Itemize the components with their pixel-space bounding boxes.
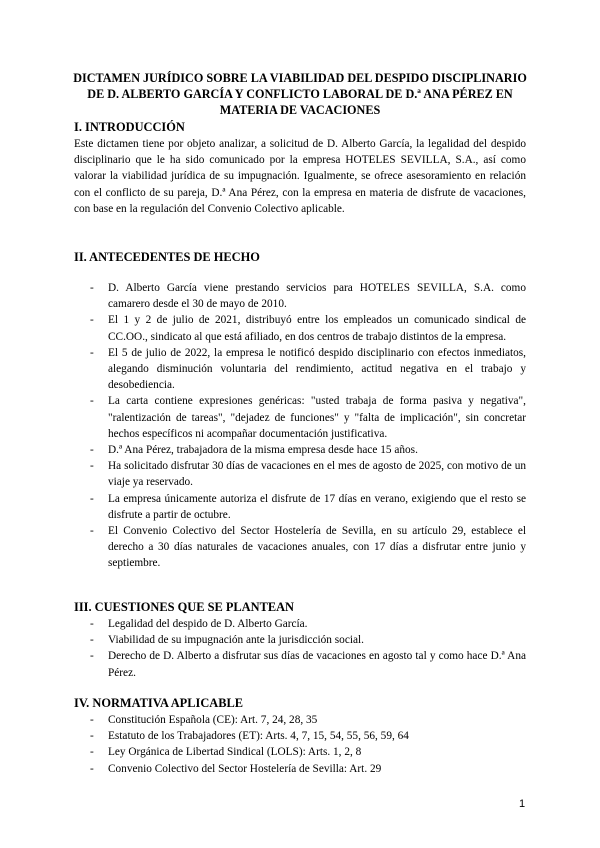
list-item: - El Convenio Colectivo del Sector Hostelería de Sevilla, en su artículo 29, establece el derecho a 30 días naturales de vacaciones anuales, con 17 días a disfrutar entre junio y septiembre. (90, 525, 526, 570)
list-item: - D.ª Ana Pérez, trabajadora de la misma empresa desde hace 15 años. (90, 444, 418, 457)
list-item: - Legalidad del despido de D. Alberto García. (90, 618, 308, 630)
page-number: 1 (519, 798, 526, 810)
antecedentes-list (74, 280, 526, 572)
list-item: - Ha solicitado disfrutar 30 días de vacaciones en el mes de agosto de 2025, con motivo de un viaje ya reservado. (90, 460, 526, 489)
list-item: - D. Alberto García viene prestando servicios para HOTELES SEVILLA, S.A. como camarero desde el 30 de mayo de 2010. (90, 282, 526, 311)
section-heading-antecedentes: II. ANTECEDENTES DE HECHO (74, 250, 260, 264)
title-line-2: DE D. ALBERTO GARCÍA Y CONFLICTO LABORAL DE D.ª ANA PÉREZ EN (87, 87, 513, 101)
list-item: - Constitución Española (CE): Art. 7, 24, 28, 35 (90, 714, 318, 726)
cuestiones-list (74, 616, 526, 681)
list-item: - El 1 y 2 de julio de 2021, distribuyó entre los empleados un comunicado sindical de CC.OO., sindicato al que está afiliado, en dos centros de trabajo distintos de la empresa. (90, 314, 526, 343)
section-heading-normativa: IV. NORMATIVA APLICABLE (74, 696, 244, 710)
title-line-3: MATERIA DE VACACIONES (219, 103, 381, 117)
list-item: - Derecho de D. Alberto a disfrutar sus días de vacaciones en agosto tal y como hace D.ª Ana Pérez. (90, 650, 526, 679)
list-item: - La empresa únicamente autoriza el disfrute de 17 días en verano, exigiendo que el resto se disfrute a partir de octubre. (90, 492, 526, 521)
list-item: - Convenio Colectivo del Sector Hostelería de Sevilla: Art. 29 (90, 762, 382, 775)
section-heading-cuestiones: III. CUESTIONES QUE SE PLANTEAN (74, 600, 294, 614)
list-item: - El 5 de julio de 2022, la empresa le notificó despido disciplinario con efectos inmediatos, alegando disminución voluntaria del rendimiento, actitud negativa en el trabajo y desobediencia. (90, 346, 526, 392)
section-heading-intro: I. INTRODUCCIÓN (74, 120, 185, 134)
title-line-1: DICTAMEN JURÍDICO SOBRE LA VIABILIDAD DEL DESPIDO DISCIPLINARIO (73, 71, 527, 85)
normativa-list (74, 712, 526, 777)
list-item: - Viabilidad de su impugnación ante la jurisdicción social. (90, 634, 364, 647)
list-item: - La carta contiene expresiones genéricas: "usted trabaja de forma pasiva y negativa", "ralentización de tareas", "dejadez de funciones" y "falta de implicación", sin concretar hechos específicos ni acompañar documentación justificativa. (90, 395, 526, 440)
intro-paragraph: Este dictamen tiene por objeto analizar, a solicitud de D. Alberto García, la legalidad del despido disciplinario que le ha sido comunicado por la empresa HOTELES SEVILLA, S.A., así como valorar la viabilidad jurídica de su impugnación. Igualmente, se ofrece asesoramiento en relación con el conflicto de su pareja, D.ª Ana Pérez, con la empresa en materia de disfrute de vacaciones, con base en la regulación del Convenio Colectivo aplicable. (74, 138, 526, 215)
document-title (70, 70, 530, 118)
list-item: - Estatuto de los Trabajadores (ET): Arts. 4, 7, 15, 54, 55, 56, 59, 64 (90, 730, 409, 743)
list-item: - Ley Orgánica de Libertad Sindical (LOLS): Arts. 1, 2, 8 (90, 746, 362, 759)
